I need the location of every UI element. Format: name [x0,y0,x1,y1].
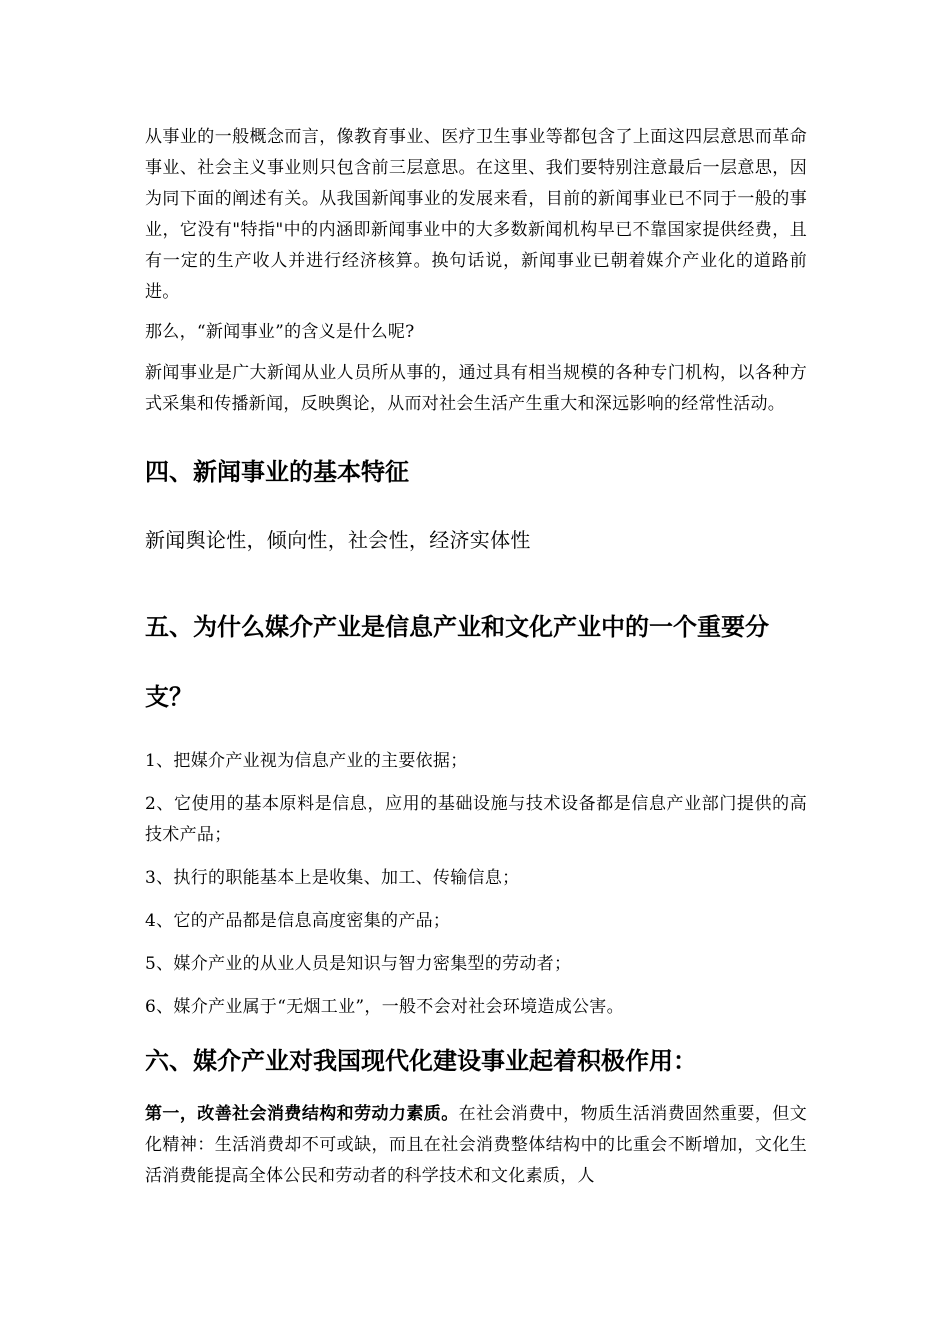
paragraph-question: 那么，“新闻事业”的含义是什么呢? [145,322,415,342]
list-item: 6、媒介产业属于“无烟工业”，一般不会对社会环境造成公害。 [145,997,624,1017]
section-6-lead: 第一，改善社会消费结构和劳动力素质。 [145,1104,459,1124]
section-4-heading: 四、新闻事业的基本特征 [145,458,409,486]
list-item: 4、它的产品都是信息高度密集的产品； [145,911,451,931]
paragraph-definition: 新闻事业是广大新闻从业人员所从事的，通过具有相当规模的各种专门机构，以各种方式采集和传播新闻，反映舆论，从而对社会生活产生重大和深远影响的经常性活动。 [145,363,807,414]
section-4-summary: 新闻舆论性，倾向性，社会性，经济实体性 [145,528,531,552]
section-6-heading: 六、媒介产业对我国现代化建设事业起着积极作用： [145,1047,697,1075]
list-item: 5、媒介产业的从业人员是知识与智力密集型的劳动者； [145,954,572,974]
section-6-body: 在社会消费中，物质生活消费固然重要，但文化精神：生活消费却不可或缺，而且在社会消费整体结构中的比重会不断增加，文化生活消费能提高全体公民和劳动者的科学技术和文化素质，人 [145,1104,807,1186]
list-item: 1、把媒介产业视为信息产业的主要依据； [145,751,468,771]
paragraph-career-concept: 从事业的一般概念而言，像教育事业、医疗卫生事业等都包含了上面这四层意思而革命事业、社会主义事业则只包含前三层意思。在这里、我们要特别注意最后一层意思，因为同下面的阐述有关。从我国新闻事业的发展来看，目前的新闻事业已不同于一般的事业，它没有"特指"中的内涵即新闻事业中的大多数新闻机构早已不靠国家提供经费，且有一定的生产收人并进行经济核算。换句话说，新闻事业已朝着媒介产业化的道路前进。 [145,127,807,302]
section-5-heading: 五、为什么媒介产业是信息产业和文化产业中的一个重要分支？ [145,613,769,711]
list-item: 3、执行的职能基本上是收集、加工、传输信息； [145,868,520,888]
list-item: 2、它使用的基本原料是信息，应用的基础设施与技术设备都是信息产业部门提供的高技术产品； [145,794,807,845]
section-6-paragraph [145,1099,807,1192]
document-page [145,122,807,1209]
section-5-list [145,746,807,1023]
